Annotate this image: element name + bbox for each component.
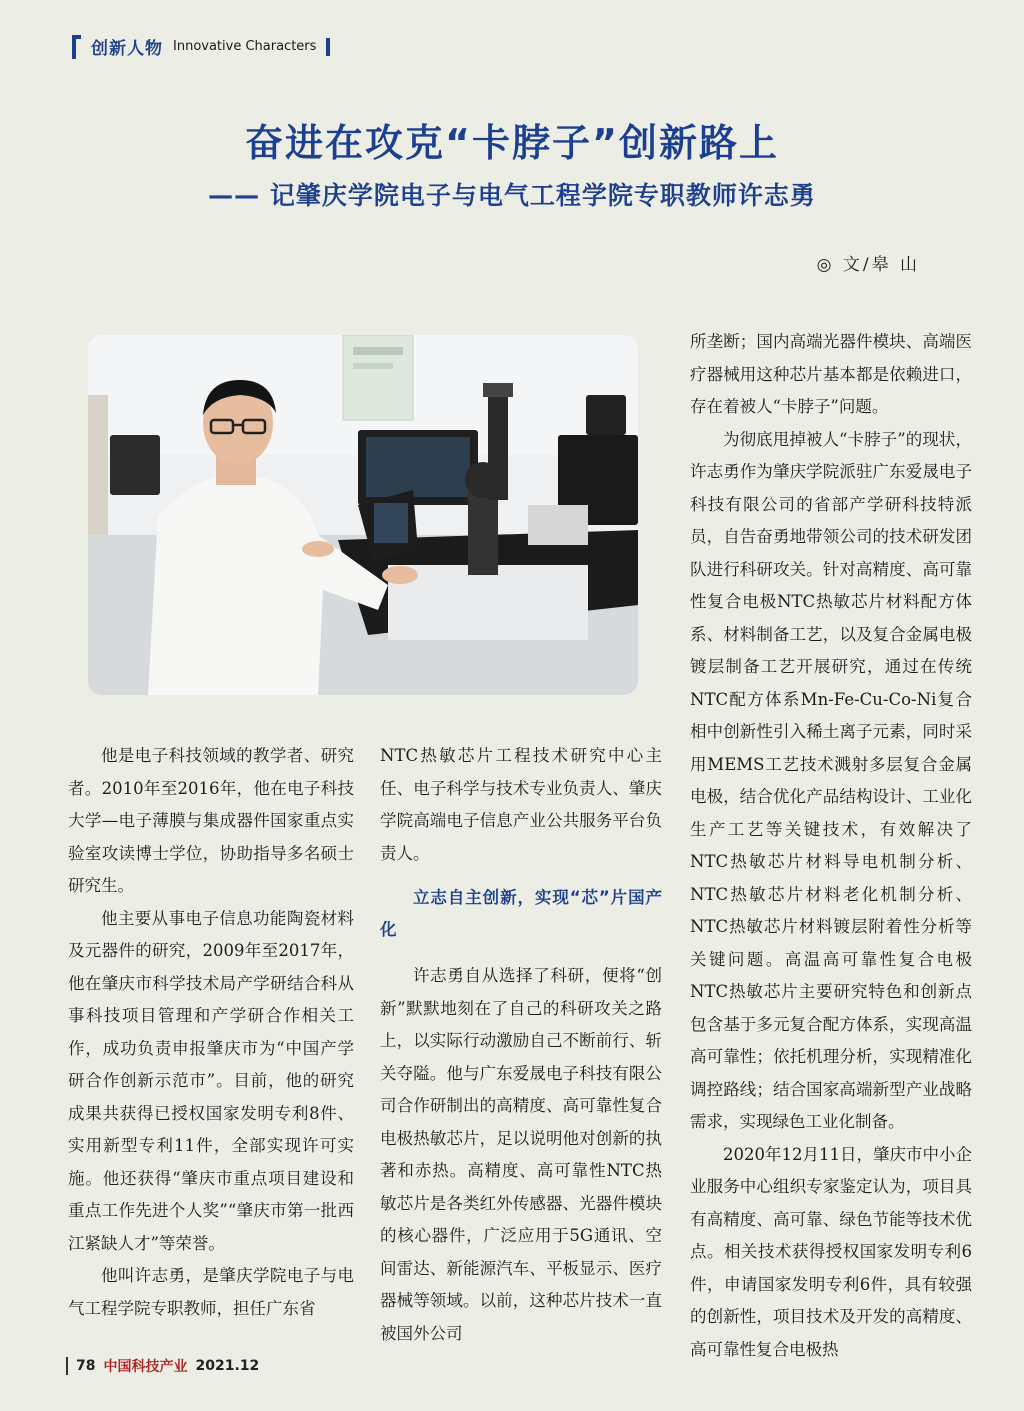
page-footer <box>66 1356 259 1376</box>
article-subtitle: —— 记肇庆学院电子与电气工程学院专职教师许志勇 <box>208 181 816 210</box>
column-1 <box>68 740 354 1325</box>
column-2 <box>380 740 662 1350</box>
paragraph: 2020年12月11日，肇庆市中小企业服务中心组织专家鉴定认为，项目具有高精度、高可靠、绿色节能等技术优点。相关技术获得授权国家发明专利6件，申请国家发明专利6件，具有较强的创新性，项目技术及开发的高精度、高可靠性复合电极热 <box>690 1144 972 1359</box>
person-at-microscope-icon <box>88 335 638 695</box>
section-heading: 立志自主创新，实现“芯”片国产化 <box>380 888 662 939</box>
issue-date: 2021.12 <box>195 1358 260 1374</box>
section-name-zh: 创新人物 <box>91 39 163 59</box>
column-3 <box>690 326 972 1366</box>
bracket-mark <box>72 35 81 59</box>
section-name-en: Innovative Characters <box>173 39 317 54</box>
paragraph: 他叫许志勇，是肇庆学院电子与电气工程学院专职教师，担任广东省 <box>68 1266 354 1318</box>
paragraph: 他是电子科技领域的教学者、研究者。2010年至2016年，他在电子科技大学—电子薄膜与集成器件国家重点实验室攻读博士学位，协助指导多名硕士研究生。 <box>68 746 354 895</box>
paragraph: 为彻底甩掉被人“卡脖子”的现状，许志勇作为肇庆学院派驻广东爱晟电子科技有限公司的省部产学研科技特派员，自告奋勇地带领公司的技术研发团队进行科研攻关。针对高精度、高可靠性复合电极NTC热敏芯片材料配方体系、材料制备工艺，以及复合金属电极镀层制备工艺开展研究，通过在传统NTC配方体系Mn-Fe-Cu-Co-Ni复合相中创新性引入稀土离子元素，同时采用MEMS工艺技术溅射多层复合金属电极，结合优化产品结构设计、工业化生产工艺等关键技术，有效解决了NTC热敏芯片材料导电机制分析、NTC热敏芯片材料老化机制分析、NTC热敏芯片材料镀层附着性分析等关键问题。高温高可靠性复合电极NTC热敏芯片主要研究特色和创新点包含基于多元复合配方体系，实现高温高可靠性；依托机理分析，实现精准化调控路线；结合国家高端新型产业战略需求，实现绿色工业化制备。 <box>690 429 972 1131</box>
byline: ◎ 文/皋 山 <box>816 255 920 275</box>
photo-researcher-in-lab <box>88 335 638 695</box>
section-header <box>72 34 330 59</box>
footer-bar <box>66 1357 68 1375</box>
article-title: 奋进在攻克“卡脖子”创新路上 <box>245 121 779 165</box>
section-bar <box>326 38 330 56</box>
paragraph: 许志勇自从选择了科研，便将“创新”默默地刻在了自己的科研攻关之路上，以实际行动激励自己不断前行、斩关夺隘。他与广东爱晟电子科技有限公司合作研制出的高精度、高可靠性复合电极热敏芯片，足以说明他对创新的执著和赤热。高精度、高可靠性NTC热敏芯片是各类红外传感器、光器件模块的核心器件，广泛应用于5G通讯、空间雷达、新能源汽车、平板显示、医疗器械等领域。以前，这种芯片技术一直被国外公司 <box>380 966 662 1343</box>
paragraph: 他主要从事电子信息功能陶瓷材料及元器件的研究，2009年至2017年，他在肇庆市科学技术局产学研结合科从事科技项目管理和产学研合作相关工作，成功负责申报肇庆市为“中国产学研合作创新示范市”。目前，他的研究成果共获得已授权国家发明专利8件、实用新型专利11件，全部实现许可实施。他还获得“肇庆市重点项目建设和重点工作先进个人奖”“肇庆市第一批西江紧缺人才”等荣誉。 <box>68 908 354 1253</box>
page-number: 78 <box>76 1358 96 1374</box>
paragraph-continued: 所垄断；国内高端光器件模块、高端医疗器械用这种芯片基本都是依赖进口，存在着被人“卡脖子”问题。 <box>690 332 972 416</box>
paragraph-continued: NTC热敏芯片工程技术研究中心主任、电子科学与技术专业负责人、肇庆学院高端电子信息产业公共服务平台负责人。 <box>380 746 662 863</box>
magazine-name: 中国科技产业 <box>103 1359 188 1375</box>
